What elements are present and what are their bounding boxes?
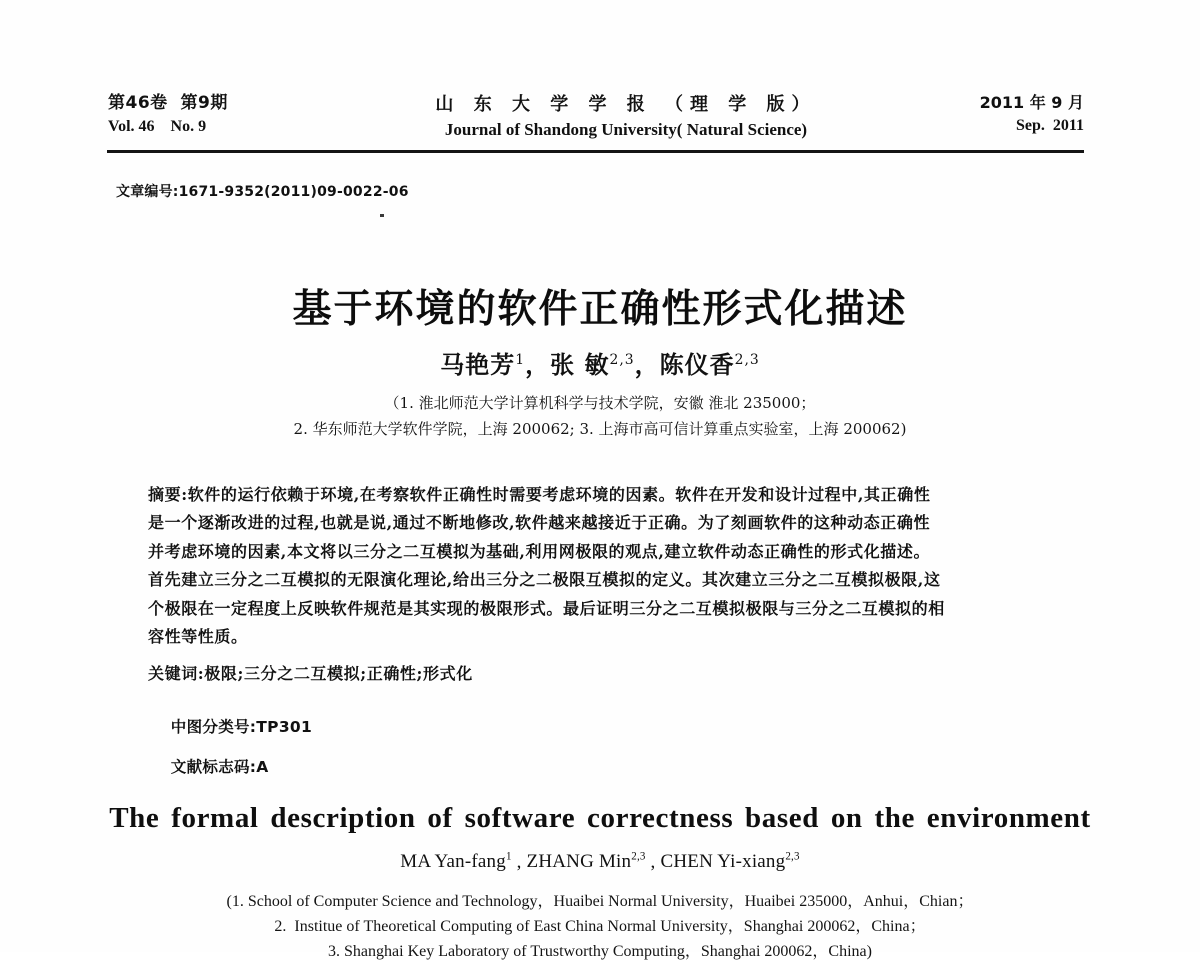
affiliation-line: 2. Institue of Theoretical Computing of East China Normal University，Shanghai 200062，China； xyxy=(274,918,926,935)
abstract-line: 是一个逐渐改进的过程,也就是说,通过不断地修改,软件越来越接近于正确。为了刻画软件的这种动态正确性 xyxy=(148,513,931,533)
clc-number: 中图分类号:TP301 xyxy=(170,718,313,736)
author-affiliation-marker: 2,3 xyxy=(785,851,800,863)
affiliation-line: （1. 淮北师范大学计算机科学与技术学院，安徽 淮北 235000； xyxy=(384,394,816,412)
author-name: 马艳芳$^1$ xyxy=(440,350,526,379)
author-separator: , xyxy=(511,851,527,873)
masthead-journal-block xyxy=(338,92,914,143)
author-affiliation-marker: 1 xyxy=(505,851,512,863)
masthead xyxy=(108,92,1084,143)
author-separator: , xyxy=(645,851,661,873)
abstract-line: 首先建立三分之二互模拟的无限演化理论,给出三分之二极限互模拟的定义。其次建立三分之二互模拟极限,这 xyxy=(148,570,941,590)
article-number: 文章编号:1671-9352(2011)09-0022-06 xyxy=(116,184,409,200)
author-list-cn xyxy=(0,345,1200,380)
page-title-cn: 基于环境的软件正确性形式化描述 xyxy=(292,287,908,333)
affiliation-line: (1. School of Computer Science and Technology，Huaibei Normal University，Huaibei 235000，Anhui，Chian； xyxy=(226,893,974,910)
keywords-cn: 关键词:极限;三分之二互模拟;正确性;形式化 xyxy=(148,664,473,684)
volume-issue-en: Vol. 46 No. 9 xyxy=(108,117,207,135)
author-separator: ， xyxy=(634,350,660,379)
scan-speck-artifact xyxy=(380,214,384,217)
author-name: CHEN Yi-xiang$^{2,3}$ xyxy=(660,851,800,873)
affiliation-list-cn xyxy=(0,390,1200,443)
issue-date-en: Sep. 2011 xyxy=(1015,117,1084,135)
classification-line xyxy=(148,697,312,795)
masthead-volume-block xyxy=(108,92,338,139)
abstract-line: 摘要:软件的运行依赖于环境,在考察软件正确性时需要考虑环境的因素。软件在开发和设计过程中,其正确性 xyxy=(148,485,931,504)
author-affiliation-marker: 2,3 xyxy=(631,851,646,863)
author-list-en xyxy=(0,851,1200,873)
masthead-divider-rule xyxy=(107,150,1084,153)
abstract-line: 容性等性质。 xyxy=(148,627,248,647)
abstract-body-cn xyxy=(148,481,1050,651)
volume-issue-cn: 第46卷 第9期 xyxy=(108,93,228,113)
author-affiliation-marker: 1 xyxy=(515,352,526,368)
affiliation-line: 2. 华东师范大学软件学院，上海 200062; 3. 上海市高可信计算重点实验室，上海 200062) xyxy=(293,420,907,439)
abstract-line: 个极限在一定程度上反映软件规范是其实现的极限形式。最后证明三分之二互模拟极限与三分之二互模拟的相 xyxy=(148,598,945,618)
author-name: 陈仪香$^{2,3}$ xyxy=(659,350,760,379)
page-title-en: The formal description of software correctness based on the environment xyxy=(109,802,1091,835)
author-affiliation-marker: 2,3 xyxy=(734,352,760,368)
affiliation-line: 3. Shanghai Key Laboratory of Trustworthy Computing，Shanghai 200062，China) xyxy=(328,943,872,960)
author-name: MA Yan-fang$^1$ xyxy=(400,851,512,873)
author-name: 张 敏$^{2,3}$ xyxy=(550,350,635,379)
author-separator: ， xyxy=(525,350,551,379)
author-name: ZHANG Min$^{2,3}$ xyxy=(526,851,646,873)
masthead-date-block xyxy=(914,92,1084,138)
issue-date-cn: 2011 年 9 月 xyxy=(979,93,1084,112)
abstract-cn xyxy=(148,481,1050,688)
abstract-line: 并考虑环境的因素,本文将以三分之二互模拟为基础,利用网极限的观点,建立软件动态正确性的形式化描述。 xyxy=(148,541,931,561)
journal-name-en: Journal of Shandong University( Natural Science) xyxy=(444,120,808,140)
author-affiliation-marker: 2,3 xyxy=(609,352,635,368)
affiliation-list-en xyxy=(0,889,1200,960)
journal-name-cn: 山 东 大 学 学 报 （理 学 版） xyxy=(435,94,817,115)
document-code: 文献标志码:A xyxy=(170,758,269,776)
